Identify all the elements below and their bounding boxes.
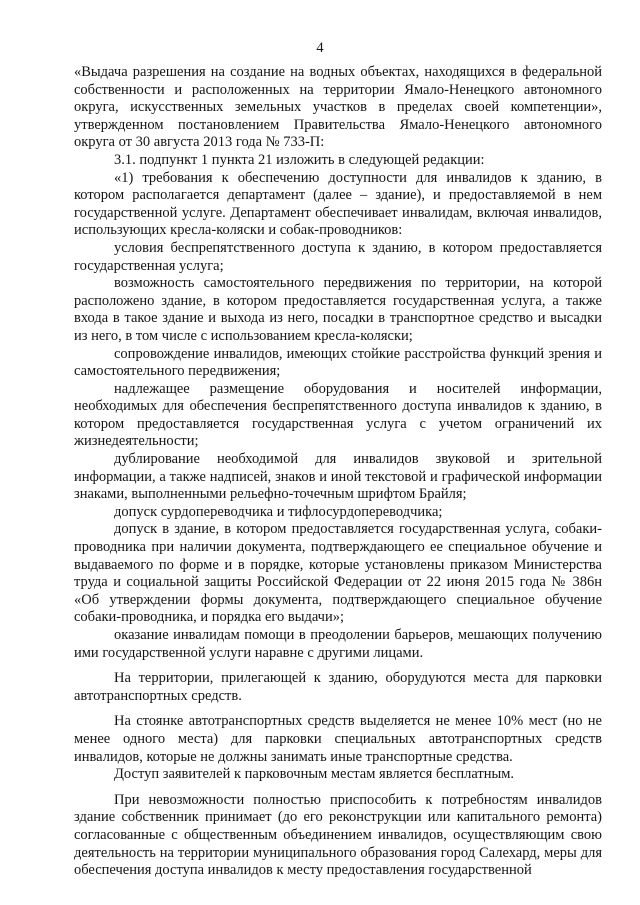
document-body <box>74 64 602 880</box>
page-number: 4 <box>316 40 324 56</box>
paragraph-accessibility-requirements: «1) требования к обеспечению доступности для инвалидов к зданию, в котором располагается департамент (далее – здание), и предоставляемой в нем государственной услуге. Департамент обеспечивает инвалидам, включая инвалидов, использующих кресла-коляски и собак-проводников: <box>74 169 602 239</box>
paragraph-barrier-assistance: оказание инвалидам помощи в преодолении барьеров, мешающих получению ими государственной услуги наравне с другими лицами. <box>74 627 602 661</box>
paragraph-braille-duplication: дублирование необходимой для инвалидов звуковой и зрительной информации, а также надписей, знаков и иной текстовой и графической информации знаками, выполненными рельефно-точечным шрифтом Брайля; <box>74 451 602 503</box>
paragraph-item-3-1: 3.1. подпункт 1 пункта 21 изложить в следующей редакции: <box>114 151 485 168</box>
paragraph-free-parking: Доступ заявителей к парковочным местам является бесплатным. <box>114 766 515 783</box>
paragraph-unobstructed-access: условия беспрепятственного доступа к зданию, в котором предоставляется государственная услуга; <box>74 239 602 274</box>
paragraph-guide-dog: допуск в здание, в котором предоставляется государственная услуга, собаки-проводника при наличии документа, подтверждающего ее специальное обучение и выдаваемого по форме и в порядке, которые установлены приказом Министерства труда и социальной защиты Российской Федерации от 22 июня 2015 года № 386н «Об утверждении формы документа, подтверждающего специальное обучение собаки-проводника, и порядка его выдачи»; <box>74 521 602 626</box>
paragraph-parking-area: На территории, прилегающей к зданию, оборудуются места для парковки автотранспортных средств. <box>74 670 602 704</box>
paragraph-sign-interpreter: допуск сурдопереводчика и тифлосурдопереводчика; <box>114 503 443 520</box>
paragraph-owner-measures: При невозможности полностью приспособить к потребностям инвалидов здание собственник принимает (до его реконструкции или капитального ремонта) согласованные с общественным объединением инвалидов, осуществляющим свою деятельность на территории муниципального образования город Салехард, меры для обеспечения доступа инвалидов к месту предоставления государственной <box>74 791 602 879</box>
paragraph-service-title-continuation: «Выдача разрешения на создание на водных объектах, находящихся в федеральной собственности и расположенных на территории Ямало-Ненецкого автономного округа, искусственных земельных участков в пределах своей компетенции», утвержденном постановлением Правительства Ямало-Ненецкого автономного округа от 30 августа 2013 года № 733-П: <box>74 64 602 151</box>
paragraph-independent-movement: возможность самостоятельного передвижения по территории, на которой расположено здание, в котором предоставляется государственная услуга, а также входа в такое здание и выхода из него, посадки в транспортное средство и высадки из него, в том числе с использованием кресла-коляски; <box>74 275 602 344</box>
paragraph-equipment-placement: надлежащее размещение оборудования и носителей информации, необходимых для обеспечения беспрепятственного доступа инвалидов к зданию, в котором предоставляется государственная услуга с учетом ограничений их жизнедеятельности; <box>74 380 602 450</box>
paragraph-parking-quota: На стоянке автотранспортных средств выделяется не менее 10% мест (но не менее одного места) для парковки специальных автотранспортных средств инвалидов, которые не должны занимать иные транспортные средства. <box>74 713 602 765</box>
paragraph-escort: сопровождение инвалидов, имеющих стойкие расстройства функций зрения и самостоятельного передвижения; <box>74 345 602 380</box>
